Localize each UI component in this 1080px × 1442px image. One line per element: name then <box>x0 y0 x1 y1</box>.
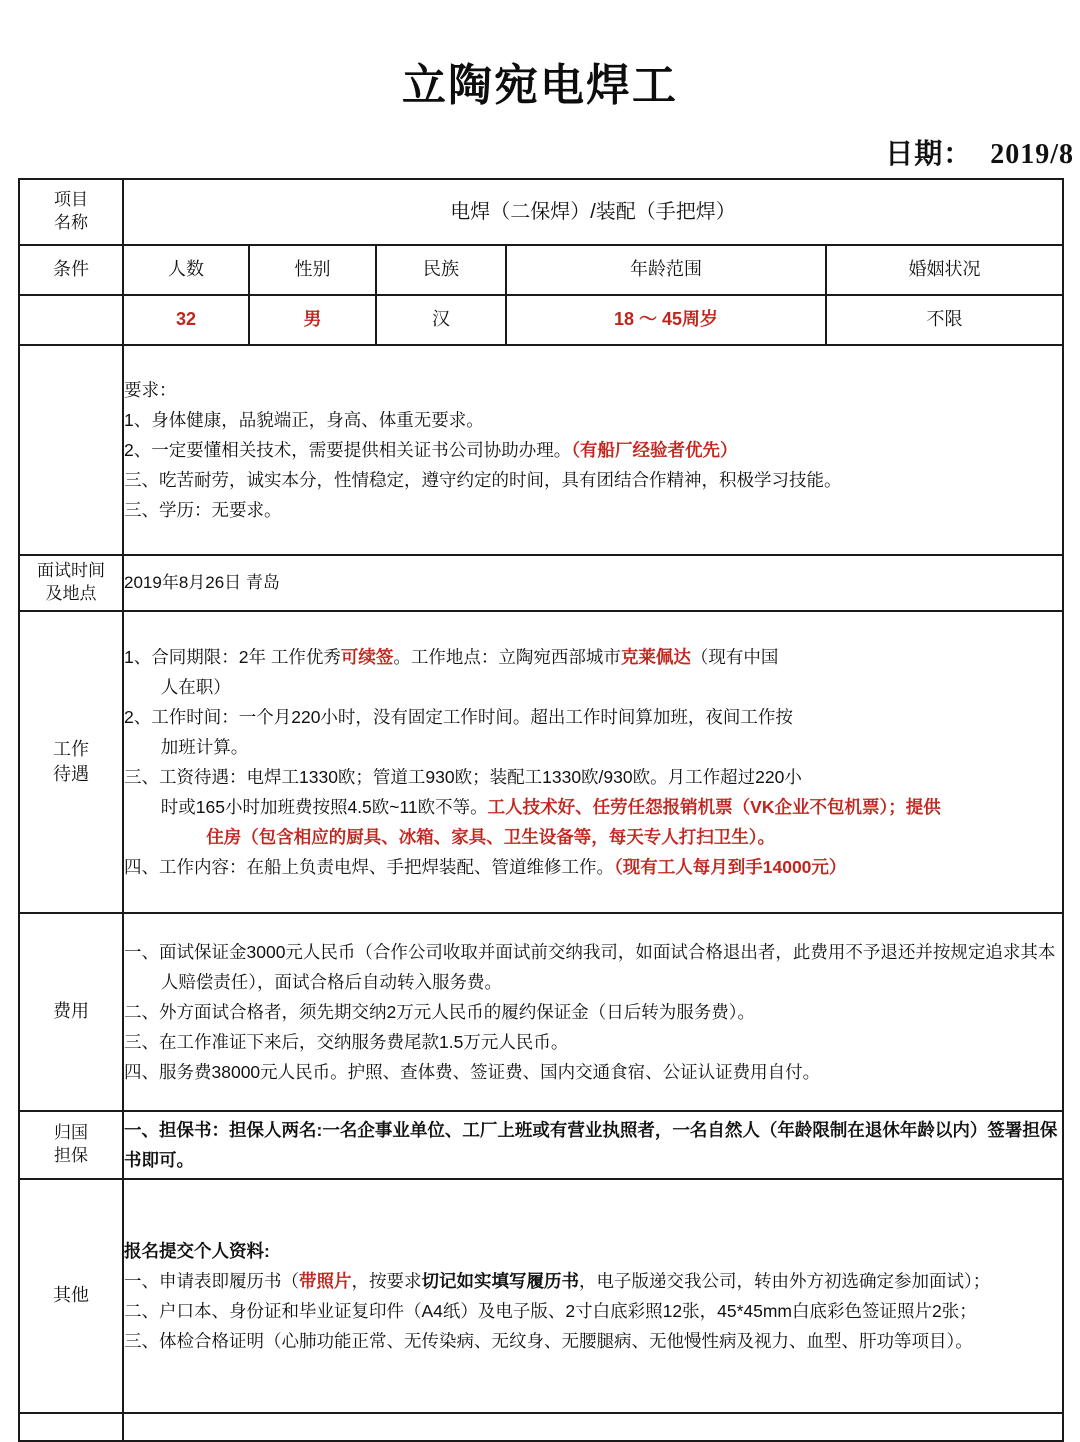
work-terms-label-line2: 待遇 <box>53 764 89 784</box>
header-count: 人数 <box>123 245 249 295</box>
work-term-4 <box>124 852 1062 882</box>
guarantee-cell <box>123 1111 1063 1179</box>
work-term-1-b: 。工作地点：立陶宛西部城市 <box>393 646 621 667</box>
interview-label-line1: 面试时间 <box>37 561 105 581</box>
interview-value: 2019年8月26日 青岛 <box>123 555 1063 611</box>
work-term-1-cont: 人在职） <box>160 676 231 697</box>
other-item-3: 三、体检合格证明（心肺功能正常、无传染病、无纹身、无腰腿病、无他慢性病及视力、血型、肝功等项目）。 <box>124 1331 973 1352</box>
requirement-item-1: 1、身体健康，品貌端正，身高、体重无要求。 <box>124 409 484 430</box>
value-marital-status: 不限 <box>826 295 1063 345</box>
project-name-label-line2: 名称 <box>54 213 88 232</box>
work-term-4-red: （现有工人每月到手14000元） <box>614 857 847 878</box>
fee-item-2: 二、外方面试合格者，须先期交纳2万元人民币的履约保证金（日后转为服务费）。 <box>124 1001 755 1022</box>
header-marital-status: 婚姻状况 <box>826 245 1063 295</box>
work-term-2-a: 2、工作时间：一个月220小时，没有固定工作时间。超出工作时间算加班，夜间工作按 <box>124 706 793 727</box>
requirement-item-3: 三、吃苦耐劳，诚实本分，性情稳定，遵守约定的时间，具有团结合作精神，积极学习技能。 <box>124 470 842 491</box>
header-ethnicity: 民族 <box>376 245 506 295</box>
work-term-3-red-cont: 住房（包含相应的厨具、冰箱、家具、卫生设备等，每天专人打扫卫生）。 <box>206 827 775 848</box>
interview-label <box>19 555 123 611</box>
other-item-1-bold: 切记如实填写履历书 <box>421 1270 579 1291</box>
table-row-fees <box>19 913 1063 1111</box>
work-term-3-a: 三、工资待遇：电焊工1330欧；管道工930欧；装配工1330欧/930欧。月工作超过220小 <box>124 767 802 787</box>
fees-label: 费用 <box>19 913 123 1111</box>
value-ethnicity: 汉 <box>376 295 506 345</box>
other-label: 其他 <box>19 1179 123 1413</box>
work-term-1-red-city: 克莱佩达 <box>620 646 691 667</box>
requirement-item-4: 三、学历：无要求。 <box>124 500 282 521</box>
table-row-other <box>19 1179 1063 1413</box>
table-row-condition-values <box>19 295 1063 345</box>
work-term-1-red-renewable: 可续签 <box>340 646 394 667</box>
requirement-item-2-text: 2、一定要懂相关技术，需要提供相关证书公司协助办理。 <box>124 439 572 460</box>
other-item-1-red: 带照片 <box>299 1270 352 1291</box>
fee-item-1: 一、面试保证金3000元人民币（合作公司收取并面试前交纳我司，如面试合格退出者，此费用不予退还并按规定追求其本人赔偿责任），面试合格后自动转入服务费。 <box>124 941 1056 992</box>
requirement-item-2 <box>124 435 1062 465</box>
work-term-4-a: 四、工作内容：在船上负责电焊、手把焊装配、管道维修工作。 <box>124 857 614 878</box>
table-row-condition-headers <box>19 245 1063 295</box>
table-row-project-name <box>19 179 1063 245</box>
work-term-1-c: （现有中国 <box>690 646 779 667</box>
project-name-label <box>19 179 123 245</box>
date-label: 日期： <box>885 139 973 171</box>
requirements-cell <box>123 345 1063 555</box>
guarantee-label-line2: 担保 <box>54 1146 88 1165</box>
guarantee-text: 一、担保书：担保人两名:一名企事业单位、工厂上班或有营业执照者，一名自然人（年龄限制在退休年龄以内）签署担保书即可。 <box>124 1119 1058 1170</box>
table-row-trailing <box>19 1413 1063 1441</box>
other-item-1-c: ，电子版递交我公司，转由外方初选确定参加面试）； <box>579 1270 991 1291</box>
recruitment-table <box>18 178 1064 1442</box>
trailing-body-cell <box>123 1413 1063 1441</box>
work-terms-cell <box>123 611 1063 913</box>
requirements-heading: 要求： <box>124 379 177 400</box>
requirement-item-2-highlight: （有船厂经验者优先） <box>571 439 738 460</box>
other-heading: 报名提交个人资料: <box>124 1240 270 1261</box>
work-term-2-cont: 加班计算。 <box>160 736 249 757</box>
page-title: 立陶宛电焊工 <box>402 61 678 110</box>
fees-cell <box>123 913 1063 1111</box>
value-gender: 男 <box>249 295 376 345</box>
table-row-interview <box>19 555 1063 611</box>
guarantee-label-line1: 归国 <box>54 1123 88 1143</box>
work-term-3 <box>124 762 1062 852</box>
other-item-1-a: 一、申请表即履历书（ <box>124 1270 299 1291</box>
date-line <box>0 132 1080 172</box>
table-row-work-terms <box>19 611 1063 913</box>
date-value: 2019/8 <box>990 139 1074 171</box>
header-gender: 性别 <box>249 245 376 295</box>
work-term-1-a: 1、合同期限：2年 工作优秀 <box>124 646 341 667</box>
table-row-guarantee <box>19 1111 1063 1179</box>
work-term-1 <box>124 642 1062 702</box>
value-count: 32 <box>123 295 249 345</box>
work-term-2 <box>124 702 1062 762</box>
other-item-1 <box>124 1266 1062 1296</box>
work-term-3-red: 工人技术好、任劳任怨报销机票（VK企业不包机票）；提供 <box>487 797 941 818</box>
work-term-3-b: 时或165小时加班费按照4.5欧~11欧不等。 <box>160 797 488 818</box>
info-sheet <box>18 178 1062 1442</box>
fee-item-4: 四、服务费38000元人民币。护照、查体费、签证费、国内交通食宿、公证认证费用自付。 <box>124 1062 821 1083</box>
project-name-value: 电焊（二保焊）/装配（手把焊） <box>123 179 1063 245</box>
project-name-label-line1: 项目 <box>54 190 88 210</box>
header-age-range: 年龄范围 <box>506 245 826 295</box>
condition-label: 条件 <box>19 245 123 295</box>
table-row-requirements <box>19 345 1063 555</box>
other-item-1-b: ，按要求 <box>351 1270 422 1291</box>
trailing-label-cell <box>19 1413 123 1441</box>
requirements-label-cell <box>19 345 123 555</box>
value-age-range: 18 ～ 45周岁 <box>506 295 826 345</box>
work-terms-label-line1: 工作 <box>53 738 89 759</box>
document-header <box>0 0 1080 172</box>
interview-label-line2: 及地点 <box>45 584 97 603</box>
work-terms-label <box>19 611 123 913</box>
other-cell <box>123 1179 1063 1413</box>
other-item-2: 二、户口本、身份证和毕业证复印件（A4纸）及电子版、2寸白底彩照12张，45*45mm白底彩色签证照片2张； <box>124 1301 977 1321</box>
fee-item-3: 三、在工作准证下来后，交纳服务费尾款1.5万元人民币。 <box>124 1032 569 1053</box>
guarantee-label <box>19 1111 123 1179</box>
condition-value-blank <box>19 295 123 345</box>
